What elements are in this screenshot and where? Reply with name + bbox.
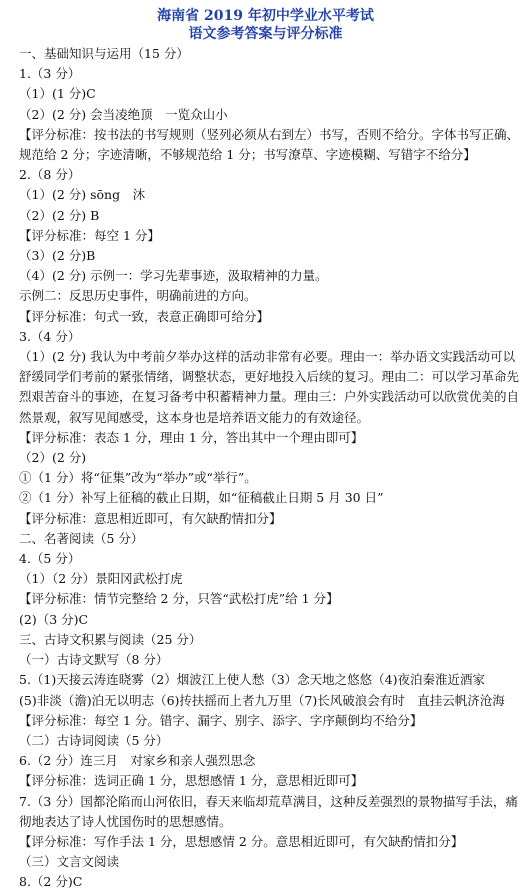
answer-line: (5)非淡（澹)泊无以明志（6)抟扶摇而上者九万里（7)长风破浪会有时 直挂云帆济沧海	[19, 692, 505, 708]
section-heading-2: 二、名著阅读（5 分）	[19, 530, 144, 546]
scoring-standard: 【评分标准：每空 1 分。错字、漏字、别字、添字、字序颠倒均不给分】	[19, 712, 423, 728]
answer-line: 5.（1)天接云涛连晓雾（2）烟波江上使人愁（3）念天地之悠悠（4)夜泊秦淮近酒家	[19, 672, 485, 688]
answer-line: ②（1 分）补写上征稿的截止日期，如“征稿截止日期 5 月 30 日”	[19, 490, 384, 506]
scoring-standard: 【评分标准：意思相近即可，有欠缺酌情扣分】	[19, 510, 282, 526]
answer-line: （1）（2 分）景阳冈武松打虎	[19, 571, 183, 587]
answer-line: (2)（3 分)C	[19, 611, 89, 627]
question-header: 4.（5 分）	[19, 551, 81, 567]
answer-paragraph: （1）(2 分) 我认为中考前夕举办这样的活动非常有必要。理由一：举办语文实践活动可以舒缓同学们考前的紧张情绪，调整状态，更好地投入后续的复习。理由二：可以学习革命先烈艰苦奋斗的事迹，在复习备考中积蓄精神力量。理由三：户外实践活动可以欣赏优美的自然景观，叙写见闻感受，这本身也是培养语文能力的有效途径。	[19, 349, 520, 425]
subsection-heading: （一）古诗文默写（8 分）	[19, 652, 169, 668]
answer-line: ①（1 分）将“征集”改为“举办”或“举行”。	[19, 470, 257, 486]
scoring-standard: 【评分标准：表态 1 分，理由 1 分，答出其中一个理由即可】	[19, 429, 364, 445]
answer-line: 6.（2 分）连三月 对家乡和亲人强烈思念	[19, 753, 256, 769]
subsection-heading: （二）古诗词阅读（5 分）	[19, 732, 169, 748]
answer-line: （2）(2 分) B	[19, 207, 100, 223]
answer-line: （4）(2 分) 示例一：学习先辈事迹，汲取精神的力量。	[19, 268, 328, 284]
scoring-standard: 【评分标准：句式一致，表意正确即可给分】	[19, 308, 270, 324]
answer-line: （1）(2 分) sōng 沐	[19, 187, 146, 203]
question-header: 3.（4 分）	[19, 328, 81, 344]
scoring-standard: 【评分标准：写作手法 1 分，思想感情 2 分。意思相近即可，有欠缺酌情扣分】	[19, 833, 464, 849]
answer-paragraph: 7.（3 分）国都沦陷而山河依旧，春天来临却荒草满目，这种反差强烈的景物描写手法，痛彻地表达了诗人忧国伤时的思想感情。	[19, 793, 518, 829]
scoring-standard: 【评分标准：情节完整给 2 分，只答“武松打虎”给 1 分】	[19, 591, 339, 607]
answer-line: 8.（2 分)C	[19, 874, 83, 890]
answer-line: （2）(2 分) 会当凌绝顶 一览众山小	[19, 106, 228, 122]
question-header: 1.（3 分）	[19, 66, 81, 82]
section-heading-3: 三、古诗文积累与阅读（25 分）	[19, 631, 202, 647]
answer-line: 示例二：反思历史事件，明确前进的方向。	[19, 288, 257, 304]
answer-content	[19, 44, 519, 893]
document-title: 海南省 2019 年初中学业水平考试	[157, 8, 374, 24]
answer-line: （1）(1 分)C	[19, 86, 96, 102]
answer-line: （2）(2 分)	[19, 450, 87, 466]
question-header: 2.（8 分）	[19, 167, 81, 183]
document-subtitle: 语文参考答案与评分标准	[188, 26, 343, 42]
scoring-standard: 【评分标准：按书法的书写规则（竖列必须从右到左）书写，否则不给分。字体书写正确、规范给 2 分；字迹清晰，不够规范给 1 分；书写潦草、字迹模糊、写错字不给分】	[19, 126, 520, 163]
scoring-standard: 【评分标准：选词正确 1 分，思想感情 1 分，意思相近即可】	[19, 773, 364, 789]
subsection-heading: （三）文言文阅读	[19, 854, 120, 870]
scoring-standard: 【评分标准：每空 1 分】	[19, 227, 160, 243]
section-heading-1: 一、基础知识与运用（15 分）	[19, 46, 189, 61]
answer-line: （3）(2 分)B	[19, 248, 96, 264]
